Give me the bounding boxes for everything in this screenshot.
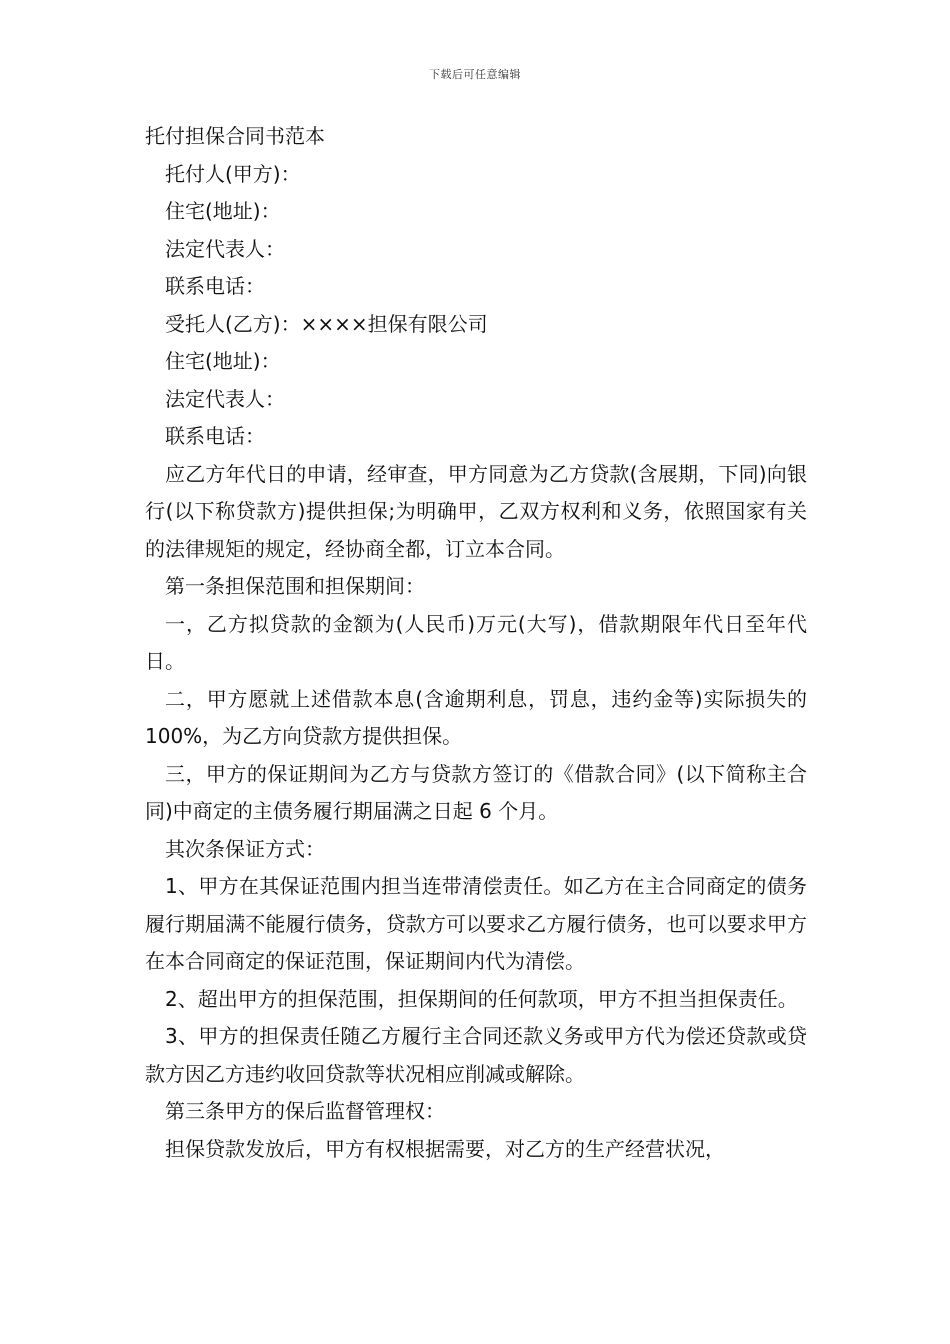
field-client-phone: 联系电话：: [165, 274, 265, 298]
field-trustee-phone: 联系电话：: [165, 424, 265, 448]
article-2-item-3: 3、甲方的担保责任随乙方履行主合同还款义务或甲方代为偿还贷款或贷款方因乙方违约收回贷款等状况相应削减或解除。: [145, 1024, 807, 1086]
article-1-heading: 第一条担保范围和担保期间：: [165, 574, 425, 598]
field-client-address: 住宅(地址)：: [165, 199, 281, 223]
article-1-item-1: 一，乙方拟贷款的金额为(人民币)万元(大写)，借款期限年代日至年代日。: [145, 611, 807, 673]
document-title: 托付担保合同书范本: [145, 124, 325, 148]
field-client-legal-rep: 法定代表人：: [165, 236, 285, 261]
field-client: 托付人(甲方)：: [165, 161, 301, 186]
article-1-item-3: 三，甲方的保证期间为乙方与贷款方签订的《借款合同》(以下简称主合同)中商定的主债务履行期届满之日起 6 个月。: [145, 761, 807, 823]
field-trustee-legal-rep: 法定代表人：: [165, 386, 285, 411]
page-header: 下载后可任意编辑: [429, 68, 521, 81]
field-trustee: 受托人(乙方)：××××担保有限公司: [165, 311, 488, 336]
article-2-item-1: 1、甲方在其保证范围内担当连带清偿责任。如乙方在主合同商定的债务履行期届满不能履行债务，贷款方可以要求乙方履行债务，也可以要求甲方在本合同商定的保证范围，保证期间内代为清偿。: [145, 874, 807, 973]
field-trustee-address: 住宅(地址)：: [165, 349, 281, 373]
article-3-text: 担保贷款发放后，甲方有权根据需要，对乙方的生产经营状况，: [165, 1136, 725, 1161]
article-1-item-2: 二，甲方愿就上述借款本息(含逾期利息，罚息，违约金等)实际损失的 100%，为乙方向贷款方提供担保。: [145, 686, 807, 748]
paragraph-intro: 应乙方年代日的申请，经审查，甲方同意为乙方贷款(含展期，下同)向银行(以下称贷款方)提供担保;为明确甲，乙双方权利和义务，依照国家有关的法律规矩的规定，经协商全都，订立本合同。: [145, 461, 807, 561]
article-2-item-2: 2、超出甲方的担保范围，担保期间的任何款项，甲方不担当担保责任。: [165, 986, 798, 1011]
document-body: [145, 118, 807, 1168]
article-2-heading: 其次条保证方式：: [165, 836, 325, 861]
article-3-heading: 第三条甲方的保后监督管理权：: [165, 1099, 445, 1123]
